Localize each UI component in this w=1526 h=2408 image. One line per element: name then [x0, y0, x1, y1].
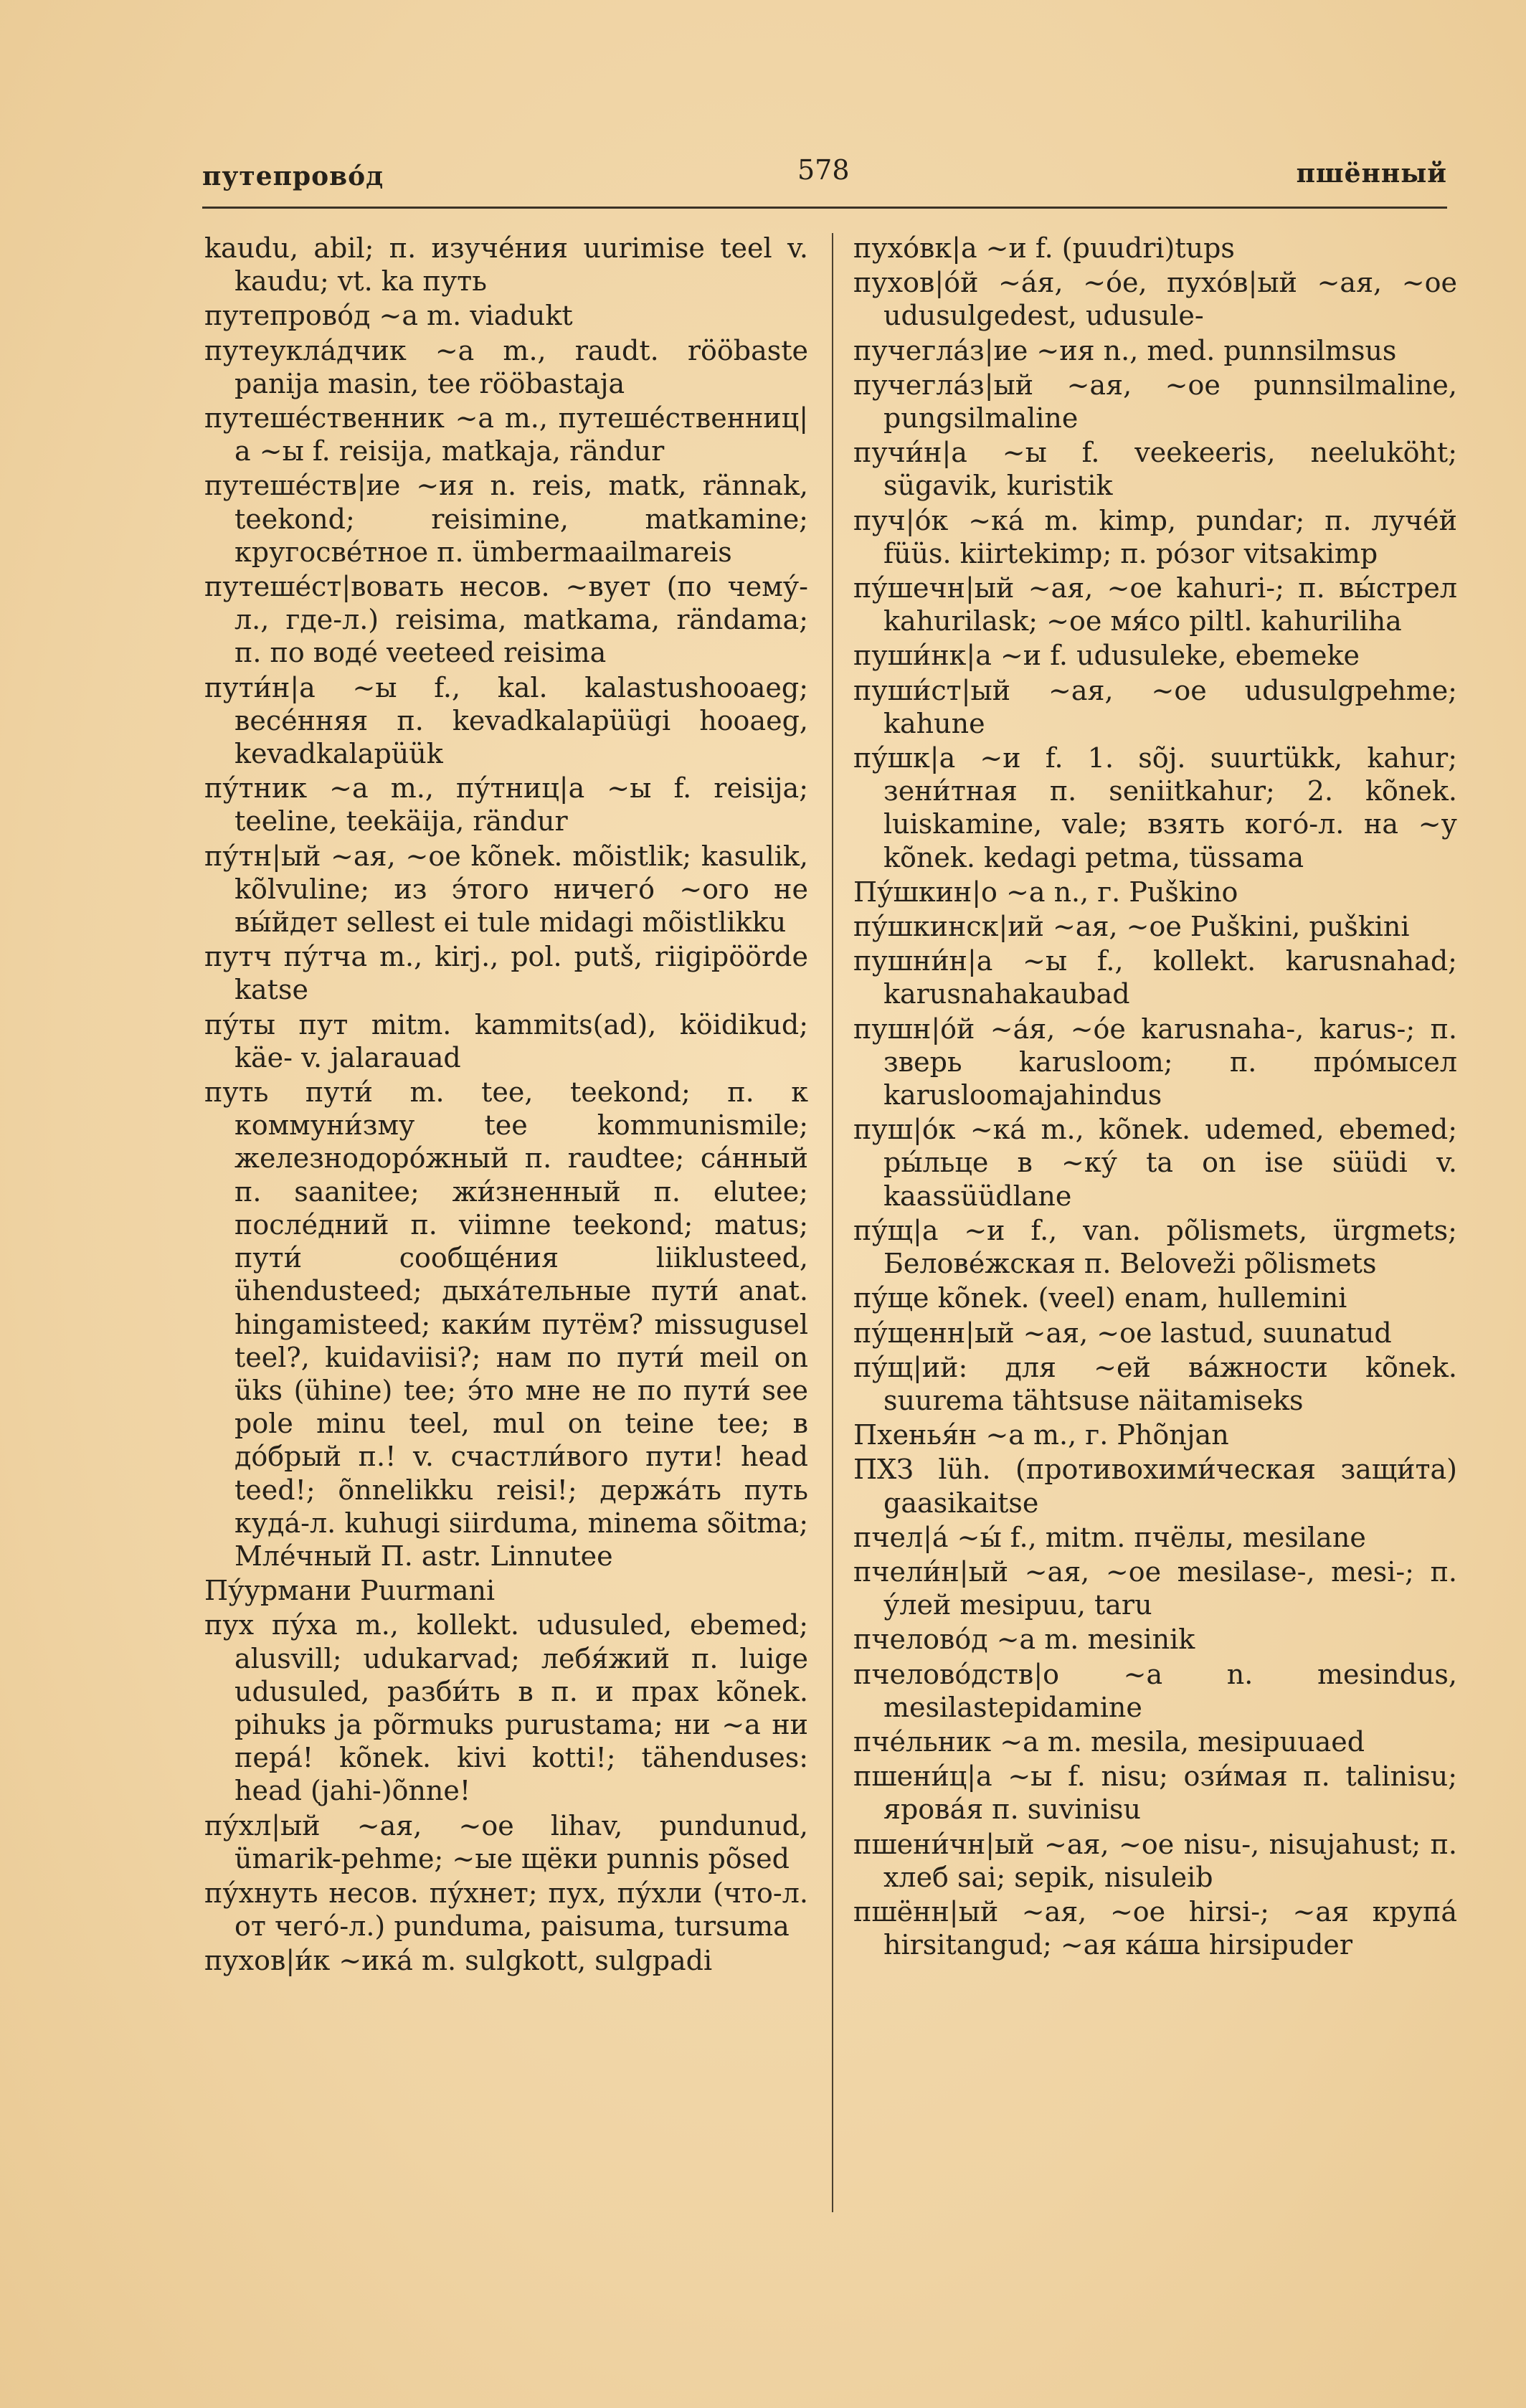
dictionary-entry: пу́шкинск|ий ~ая, ~ое Puškini, puškini — [853, 911, 1410, 943]
dictionary-entry: пу́тник ~а m., пу́тниц|а ~ы f. reisija; teeline, teekäija, rändur — [204, 772, 808, 838]
header-rule — [202, 207, 1447, 209]
dictionary-entry: путь пути́ m. tee, teekond; п. к коммуни́зму tee kommunismile; железнодоро́жный п. raudtee; са́нный п. saanitee; жи́зненный п. elutee; после́дний п. viimne teekond; matus; пути́ сообще́ния liiklusteed, ühendusteed; дыха́тельные пути́ anat. hingamisteed; каки́м путём? missugusel teel?, kuidaviisi?; нам по пути́ meil on üks (ühine) tee; э́то мне не по пути́ see pole minu teel, mul on teine tee; в до́брый п.! v. счастли́вого пути! head teed!; õnnelikku reisi!; держа́ть путь куда́-л. kuhugi siirduma, minema sõitma; Мле́чный П. astr. Linnutee — [204, 1076, 808, 1572]
dictionary-entry: пшённ|ый ~ая, ~ое hirsi-; ~ая крупа́ hirsitangud; ~ая ка́ша hirsipuder — [853, 1895, 1457, 1961]
dictionary-entry: Пу́шкин|о ~а n., г. Puškino — [853, 876, 1238, 908]
dictionary-entry: пушни́н|а ~ы f., kollekt. karusnahad; karusnahakaubad — [853, 945, 1457, 1010]
dictionary-entry: Пу́урмани Puurmani — [204, 1575, 496, 1607]
dictionary-entry: путеше́ст|вовать несов. ~вует (по чему́-л., где-л.) reisima, matkama, rändama; п. по воде́ veeteed reisima — [204, 571, 808, 669]
dictionary-entry: пу́хнуть несов. пу́хнет; пух, пу́хли (что-л. от чего́-л.) punduma, paisuma, tursuma — [204, 1877, 808, 1943]
dictionary-entry: пуши́нк|а ~и f. udusuleke, ebemeke — [853, 640, 1360, 672]
dictionary-entry: пчелово́д ~а m. mesinik — [853, 1623, 1195, 1656]
dictionary-entry: пчели́н|ый ~ая, ~ое mesilase-, mesi-; п. у́лей mesipuu, taru — [853, 1555, 1457, 1621]
dictionary-entry: пчел|а́ ~ы́ f., mitm. пчёлы, mesilane — [853, 1521, 1366, 1553]
dictionary-entry: пчелово́дств|о ~а n. mesindus, mesilastepidamine — [853, 1658, 1457, 1723]
dictionary-entry: путеукла́дчик ~а m., raudt. rööbaste panija masin, tee rööbastaja — [204, 334, 808, 399]
dictionary-entry: пушн|о́й ~а́я, ~о́е karusnaha-, karus-; п. зверь karusloom; п. про́мысел karusloomajahindus — [853, 1013, 1457, 1111]
dictionary-entry: пуши́ст|ый ~ая, ~ое udusulgpehme; kahune — [853, 674, 1457, 739]
column-divider — [832, 233, 833, 2212]
dictionary-entry: пути́н|а ~ы f., kal. kalastushooaeg; весе́нняя п. kevadkalapüügi hooaeg, kevadkalapüük — [204, 671, 808, 770]
dictionary-entry: ПХЗ lüh. (противохими́ческая защи́та) gaasikaitse — [853, 1454, 1457, 1519]
dictionary-entry: пу́щ|а ~и f., van. põlismets, ürgmets; Белове́жская п. Beloveži põlismets — [853, 1214, 1457, 1280]
dictionary-entry: пухо́вк|а ~и f. (puudri)tups — [853, 232, 1235, 264]
page-number: 578 — [797, 154, 850, 186]
dictionary-entry: пу́шечн|ый ~ая, ~ое kahuri-; п. вы́стрел kahurilask; ~ое мя́со piltl. kahuriliha — [853, 572, 1457, 637]
page-header — [202, 154, 1447, 204]
dictionary-entry: пух пу́ха m., kollekt. udusuled, ebemed; alusvill; udukarvad; лебя́жий п. luige udusuled, разби́ть в п. и прах kõnek. pihuks ja põrmuks purustama; ни ~а ни пера́! kõnek. kivi kotti!; tähenduses: head (jahi-)õnne! — [204, 1609, 808, 1807]
dictionary-entry: Пхенья́н ~а m., г. Phõnjan — [853, 1419, 1229, 1451]
dictionary-entry: пучегла́з|ый ~ая, ~ое punnsilmaline, pungsilmaline — [853, 369, 1457, 435]
dictionary-entry: пу́щенн|ый ~ая, ~ое lastud, suunatud — [853, 1317, 1392, 1349]
left-column — [204, 232, 808, 1979]
dictionary-entry: пу́хл|ый ~ая, ~ое lihav, pundunud, ümarik-pehme; ~ые щёки punnis põsed — [204, 1809, 808, 1874]
dictionary-entry: пшени́ц|а ~ы f. nisu; ози́мая п. talinisu; ярова́я п. suvinisu — [853, 1760, 1457, 1826]
dictionary-entry: пшени́чн|ый ~ая, ~ое nisu-, nisujahust; п. хлеб sai; sepik, nisuleib — [853, 1828, 1457, 1893]
dictionary-entry: пухов|о́й ~а́я, ~о́е, пухо́в|ый ~ая, ~ое udusulgedest, udusule- — [853, 267, 1457, 332]
dictionary-entry: путеше́ств|ие ~ия n. reis, matk, rännak, teekond; reisimine, matkamine; кругосве́тное п. ümbermaailmareis — [204, 470, 808, 568]
dictionary-entry: пу́щ|ий: для ~ей ва́жности kõnek. suurema tähtsuse näitamiseks — [853, 1351, 1457, 1416]
dictionary-entry: путепрово́д ~а m. viadukt — [204, 300, 573, 332]
dictionary-entry: пу́шк|а ~и f. 1. sõj. suurtükk, kahur; зени́тная п. seniitkahur; 2. kõnek. luiskamine, vale; взять кого́-л. на ~у kõnek. kedagi petma, tüssama — [853, 742, 1457, 873]
dictionary-entry: пучи́н|а ~ы f. veekeeris, neeluköht; sügavik, kuristik — [853, 437, 1457, 502]
dictionary-entry: пуч|о́к ~ка́ m. kimp, pundar; п. луче́й füüs. kiirtekimp; п. ро́зог vitsakimp — [853, 504, 1457, 569]
dictionary-entry: пче́льник ~а m. mesila, mesipuuaed — [853, 1725, 1365, 1758]
dictionary-entry: пучегла́з|ие ~ия n., med. punnsilmsus — [853, 334, 1397, 366]
dictionary-entry: путеше́ственник ~а m., путеше́ственниц|а ~ы f. reisija, matkaja, rändur — [204, 402, 808, 468]
dictionary-entry: путч пу́тча m., kirj., pol. putš, riigipöörde katse — [204, 941, 808, 1006]
dictionary-entry: пухов|и́к ~ика́ m. sulgkott, sulgpadi — [204, 1945, 713, 1977]
left-running-headword: путепрово́д — [202, 161, 384, 191]
right-column — [853, 232, 1457, 1963]
dictionary-entry: пу́тн|ый ~ая, ~ое kõnek. mõistlik; kasulik, kõlvuline; из э́того ничего́ ~ого не вы́йдет sellest ei tule midagi mõistlikku — [204, 840, 808, 939]
right-running-headword: пшённый — [1296, 158, 1447, 189]
dictionary-entry: пу́ще kõnek. (veel) enam, hullemini — [853, 1282, 1347, 1314]
dictionary-entry: пу́ты пут mitm. kammits(ad), köidikud; käe- v. jalarauad — [204, 1008, 808, 1073]
dictionary-entry: пуш|о́к ~ка́ m., kõnek. udemed, ebemed; ры́льце в ~ку́ ta on ise süüdi v. kaassüüdlane — [853, 1114, 1457, 1212]
dictionary-entry: kaudu, abil; п. изуче́ния uurimise teel v. kaudu; vt. ka путь — [204, 232, 808, 298]
